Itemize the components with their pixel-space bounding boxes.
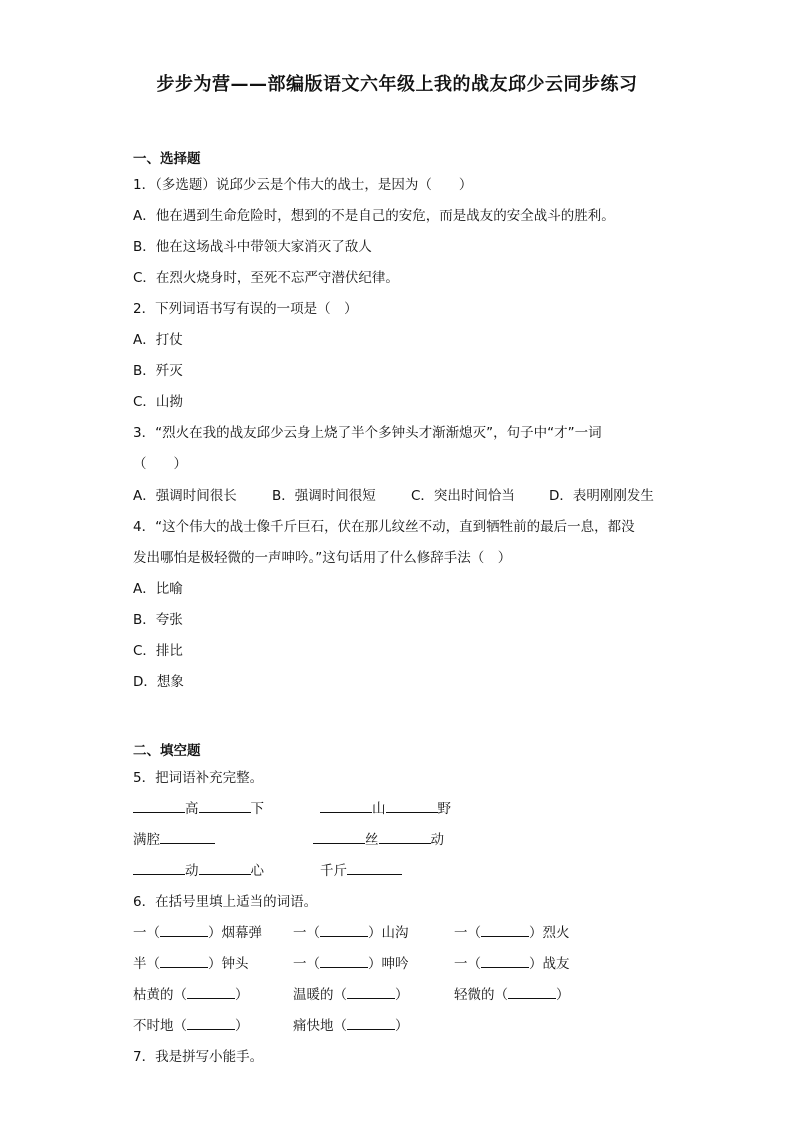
q5-idiom-2	[320, 797, 451, 817]
fill-blank[interactable]	[320, 800, 372, 813]
q6-item: 一（ ）烈火	[454, 925, 570, 941]
fill-blank[interactable]	[320, 925, 368, 937]
q3-option-b: B．强调时间很短	[272, 488, 376, 504]
q4-stem-cont: 发出哪怕是极轻微的一声呻吟。”这句话用了什么修辞手法（ ）	[133, 550, 512, 566]
q3-stem-paren: （ ）	[133, 456, 187, 472]
q5-char: 千斤	[320, 863, 347, 879]
q5-char: 动	[430, 832, 444, 848]
q4-option-b: B．夸张	[133, 612, 183, 628]
q3-option-c: C．突出时间恰当	[411, 488, 515, 504]
q6-item: 不时地（ ）	[133, 1018, 249, 1034]
fill-blank[interactable]	[187, 987, 235, 999]
q4-option-a: A．比喻	[133, 581, 183, 597]
fill-blank[interactable]	[187, 1018, 235, 1030]
fill-blank[interactable]	[199, 862, 251, 875]
q5-idiom-4	[313, 828, 444, 848]
fill-blank[interactable]	[160, 925, 208, 937]
fill-blank[interactable]	[347, 1018, 395, 1030]
q5-char: 丝	[365, 832, 379, 848]
q5-idiom-6	[320, 859, 402, 879]
fill-blank[interactable]	[386, 800, 438, 813]
q1-stem: 1．（多选题）说邱少云是个伟大的战士，是因为（ ）	[133, 177, 473, 193]
q6-item: 一（ ）山沟	[293, 925, 409, 941]
fill-blank[interactable]	[508, 987, 556, 999]
q1-option-a: A．他在遇到生命危险时，想到的不是自己的安危，而是战友的安全战斗的胜利。	[133, 208, 615, 224]
q2-option-c: C．山拗	[133, 394, 183, 410]
q6-item: 温暖的（ ）	[293, 987, 409, 1003]
q6-item: 一（ ）烟幕弹	[133, 925, 262, 941]
q2-option-b: B．歼灭	[133, 363, 183, 379]
fill-blank[interactable]	[313, 831, 365, 844]
fill-blank[interactable]	[379, 831, 431, 844]
q5-idiom-3	[133, 828, 215, 848]
q4-option-d: D．想象	[133, 674, 184, 690]
fill-blank[interactable]	[160, 956, 208, 968]
q6-item: 枯黄的（ ）	[133, 987, 249, 1003]
q6-item: 半（ ）钟头	[133, 956, 249, 972]
q5-char: 心	[250, 863, 264, 879]
q5-char: 野	[437, 801, 451, 817]
q5-idiom-1	[133, 797, 264, 817]
fill-blank[interactable]	[133, 862, 185, 875]
q5-char: 山	[372, 801, 386, 817]
q4-stem: 4．“这个伟大的战士像千斤巨石，伏在那儿纹丝不动，直到牺牲前的最后一息，都没	[133, 519, 635, 535]
section-heading-fill: 二、填空题	[133, 743, 201, 759]
q7-stem: 7．我是拼写小能手。	[133, 1049, 264, 1065]
fill-blank[interactable]	[347, 987, 395, 999]
fill-blank[interactable]	[320, 956, 368, 968]
q5-char: 高	[185, 801, 199, 817]
q3-option-a: A．强调时间很长	[133, 488, 237, 504]
q6-stem: 6．在括号里填上适当的词语。	[133, 894, 318, 910]
q6-item: 一（ ）呻吟	[293, 956, 409, 972]
page-title: 步步为营——部编版语文六年级上我的战友邱少云同步练习	[156, 74, 638, 95]
q6-item: 一（ ）战友	[454, 956, 570, 972]
q5-stem: 5．把词语补充完整。	[133, 770, 264, 786]
q1-option-c: C．在烈火烧身时，至死不忘严守潜伏纪律。	[133, 270, 399, 286]
q6-item: 轻微的（ ）	[454, 987, 570, 1003]
q1-option-b: B．他在这场战斗中带领大家消灭了敌人	[133, 239, 372, 255]
q3-stem: 3．“烈火在我的战友邱少云身上烧了半个多钟头才渐渐熄灭”，句子中“才”一词	[133, 425, 602, 441]
q5-idiom-5	[133, 859, 264, 879]
q2-stem: 2．下列词语书写有误的一项是（ ）	[133, 301, 358, 317]
q4-option-c: C．排比	[133, 643, 183, 659]
q2-option-a: A．打仗	[133, 332, 183, 348]
fill-blank[interactable]	[199, 800, 251, 813]
q5-char: 下	[250, 801, 264, 817]
fill-blank[interactable]	[481, 925, 529, 937]
fill-blank[interactable]	[160, 831, 215, 844]
q5-char: 满腔	[133, 832, 160, 848]
fill-blank[interactable]	[481, 956, 529, 968]
fill-blank[interactable]	[133, 800, 185, 813]
q5-char: 动	[185, 863, 199, 879]
q3-option-d: D．表明刚刚发生	[549, 488, 654, 504]
q6-item: 痛快地（ ）	[293, 1018, 409, 1034]
fill-blank[interactable]	[347, 862, 402, 875]
section-heading-choice: 一、选择题	[133, 151, 201, 167]
